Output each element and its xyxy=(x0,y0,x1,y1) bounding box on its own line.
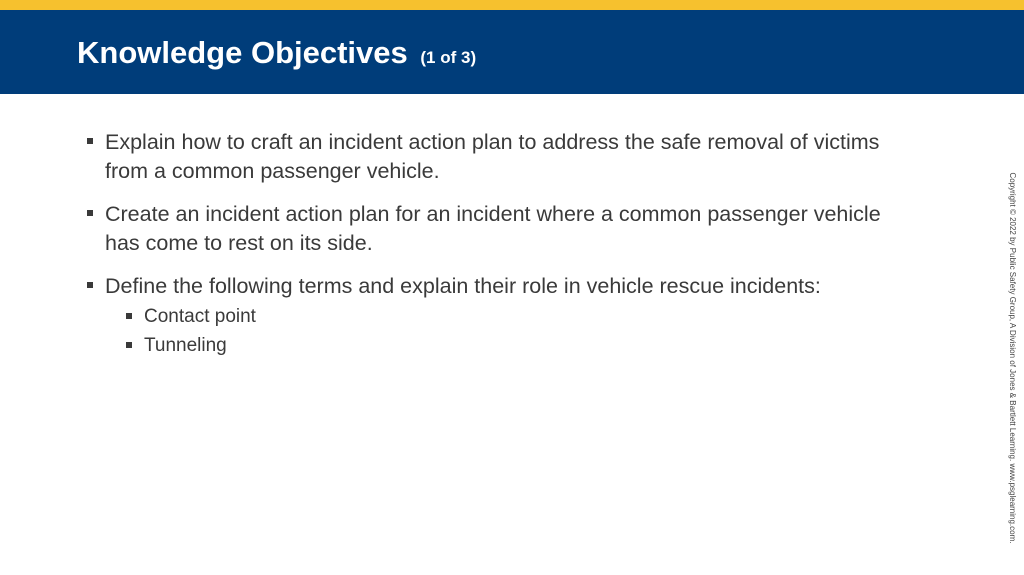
sub-list-item xyxy=(125,302,906,331)
list-item xyxy=(86,128,906,186)
slide-header xyxy=(0,10,1024,94)
list-item-text: Define the following terms and explain their role in vehicle rescue incidents: xyxy=(105,274,821,298)
list-item xyxy=(86,200,906,258)
accent-bar xyxy=(0,0,1024,10)
page-subtitle: (1 of 3) xyxy=(420,48,477,67)
bullet-square-icon xyxy=(87,210,93,216)
page-title xyxy=(77,35,476,76)
sub-list-item-text: Tunneling xyxy=(144,335,227,356)
list-item-text: Explain how to craft an incident action plan to address the safe removal of victims from a common passenger vehicle. xyxy=(105,130,880,183)
sub-list-item xyxy=(125,331,906,360)
bullet-square-icon xyxy=(126,342,132,348)
bullet-square-icon xyxy=(87,138,93,144)
sub-bullet-list xyxy=(86,302,906,360)
page-title-text: Knowledge Objectives xyxy=(77,35,408,70)
list-item xyxy=(86,272,906,301)
bullet-square-icon xyxy=(87,282,93,288)
sub-list-item-text: Contact point xyxy=(144,306,256,327)
bullet-square-icon xyxy=(126,313,132,319)
list-item-text: Create an incident action plan for an incident where a common passenger vehicle has come to rest on its side. xyxy=(105,202,881,255)
bullet-list xyxy=(86,128,906,360)
copyright-notice: Copyright © 2022 by Public Safety Group, A Division of Jones & Bartlett Learning. www.psglearning.com. xyxy=(1008,172,1017,544)
